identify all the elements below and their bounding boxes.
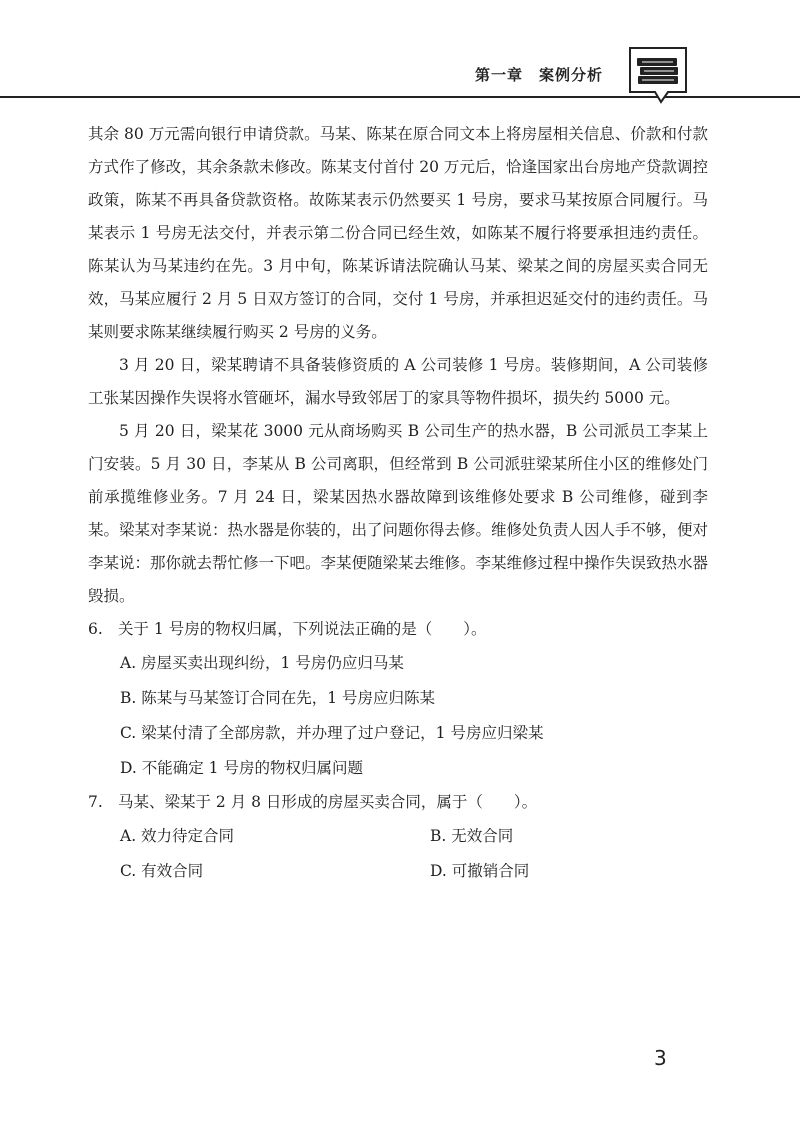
option-b: B. 无效合同 xyxy=(430,827,514,845)
option-a: A. 房屋买卖出现纠纷，1 号房仍应归马某 xyxy=(120,654,404,672)
option-d: D. 可撤销合同 xyxy=(430,862,530,880)
option-d: D. 不能确定 1 号房的物权归属问题 xyxy=(120,759,363,777)
option-grid xyxy=(88,819,708,889)
paragraph-continued: 其余 80 万元需向银行申请贷款。马某、陈某在原合同文本上将房屋相关信息、价款和付款方式作了修改，其余条款未修改。陈某支付首付 20 万元后，恰逢国家出台房地产贷款调控政策，陈某不再具备贷款资格。故陈某表示仍然要买 1 号房，要求马某按原合同履行。马某表示 1 号房无法交付，并表示第二份合同已经生效，如陈某不履行将要承担违约责任。陈某认为马某违约在先。3 月中旬，陈某诉请法院确认马某、梁某之间的房屋买卖合同无效，马某应履行 2 月 5 日双方签订的合同，交付 1 号房，并承担迟延交付的违约责任。马某则要求陈某继续履行购买 2 号房的义务。 xyxy=(88,125,708,341)
book-stack-icon xyxy=(628,46,688,104)
paragraph-renovation: 3 月 20 日，梁某聘请不具备装修资质的 A 公司装修 1 号房。装修期间，A 公司装修工张某因操作失误将水管砸坏，漏水导致邻居丁的家具等物件损坏，损失约 5000 元。 xyxy=(88,356,708,407)
chapter-title: 第一章 案例分析 xyxy=(475,66,604,84)
question-text: 马某、梁某于 2 月 8 日形成的房屋买卖合同，属于（ ）。 xyxy=(118,793,538,811)
question-text: 关于 1 号房的物权归属，下列说法正确的是（ ）。 xyxy=(118,620,487,638)
page-header xyxy=(0,0,800,110)
option-list xyxy=(88,646,708,786)
paragraph-water-heater: 5 月 20 日，梁某花 3000 元从商场购买 B 公司生产的热水器，B 公司派员工李某上门安装。5 月 30 日，李某从 B 公司离职，但经常到 B 公司派驻梁某所住小区的维修处门前承揽维修业务。7 月 24 日，梁某因热水器故障到该维修处要求 B 公司维修，碰到李某。梁某对李某说：热水器是你装的，出了问题你得去修。维修处负责人因人手不够，便对李某说：那你就去帮忙修一下吧。李某便随梁某去维修。李某维修过程中操作失误致热水器毁损。 xyxy=(88,422,709,605)
option-c: C. 梁某付清了全部房款，并办理了过户登记，1 号房应归梁某 xyxy=(120,724,544,742)
question-6 xyxy=(88,613,708,786)
option-b: B. 陈某与马某签订合同在先，1 号房应归陈某 xyxy=(120,689,436,707)
question-number: 6. xyxy=(88,620,103,638)
page-content xyxy=(88,118,708,889)
question-number: 7. xyxy=(88,793,103,811)
page-number: 3 xyxy=(654,1046,667,1070)
option-a: A. 效力待定合同 xyxy=(120,827,235,845)
option-c: C. 有效合同 xyxy=(120,862,204,880)
question-7 xyxy=(88,786,708,889)
